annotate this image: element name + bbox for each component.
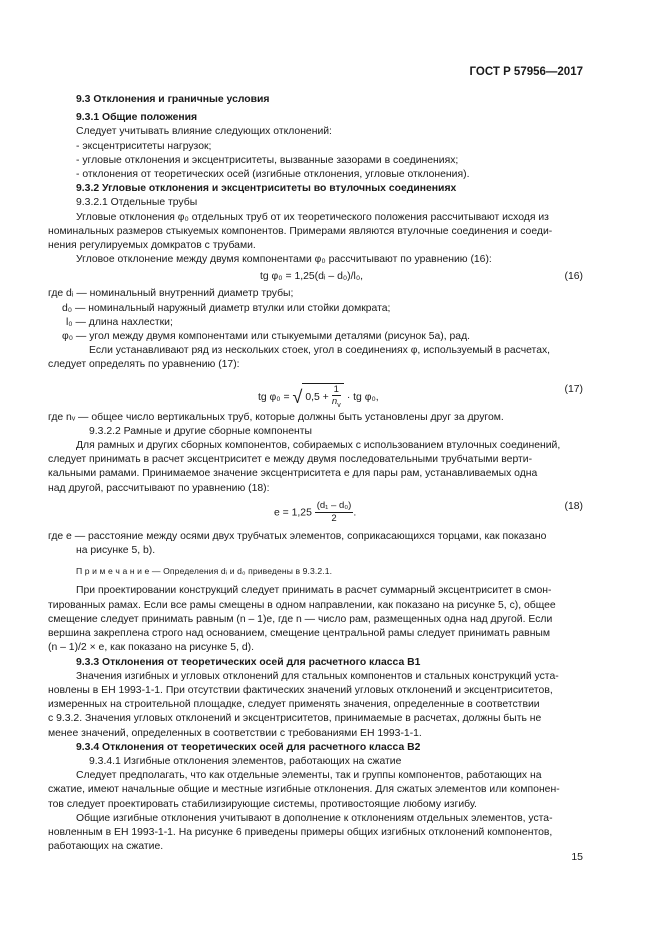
paragraph-line: Общие изгибные отклонения учитывают в дополнение к отклонениям отдельных элементов, уста- xyxy=(76,812,553,824)
heading-9-3-3: 9.3.3 Отклонения от теоретических осей для расчетного класса В1 xyxy=(76,656,421,668)
paragraph-line: Если устанавливают ряд из нескольких стоек, угол в соединениях φ, используемый в расчетах, xyxy=(89,345,551,357)
fraction-numerator: 1 xyxy=(333,383,339,395)
fraction-denominator-sub: v xyxy=(337,401,341,409)
radical-sign: √ xyxy=(292,386,303,407)
heading-9-3-2-2: 9.3.2.2 Рамные и другие сборные компоненты xyxy=(89,425,312,437)
equation-16 xyxy=(48,267,586,287)
where-line: l₀ — длина нахлестки; xyxy=(66,316,173,328)
paragraph-line: сжатие, имеют начальные общие и местные изгибные отклонения. Для сжатых элементов или компонен- xyxy=(48,784,560,796)
paragraph-line: измеренных на строительной площадке, следует применять значения, определенные в соответствии xyxy=(48,699,540,711)
paragraph-line: работающих на сжатие. xyxy=(48,841,164,853)
paragraph: Следует учитывать влияние следующих отклонений: xyxy=(76,126,332,138)
fraction-numerator: (d₁ – d₀) xyxy=(316,499,352,511)
paragraph-line: При проектировании конструкций следует принимать в расчет суммарный эксцентриситет в смон- xyxy=(76,585,552,597)
paragraph-line: следует определять по уравнению (17): xyxy=(48,359,240,371)
paragraph-line: менее значений, определенных в соответствии с требованиями ЕН 1993-1-1. xyxy=(48,727,422,739)
equation-tail: · tg φ₀, xyxy=(346,391,379,403)
equation-number: (18) xyxy=(564,500,583,512)
paragraph-line: тированных рамах. Если все рамы смещены в одном направлении, как показано на рисунке 5, c), общее xyxy=(48,599,556,611)
equation-lhs: e = 1,25 xyxy=(274,507,312,519)
list-item: - отклонения от теоретических осей (изгибные отклонения, угловые отклонения). xyxy=(76,169,470,181)
equation-18: e = 1,25 $\frac{\text{(d₁ – d₀)}}{2}$ . (18) xyxy=(274,499,583,524)
where-line: где nᵥ — общее число вертикальных труб, которые должны быть установлены друг за другом. xyxy=(48,411,504,423)
paragraph: Угловое отклонение между двумя компонентами φ₀ рассчитывают по уравнению (16): xyxy=(76,254,492,266)
heading-9-3-4: 9.3.4 Отклонения от теоретических осей для расчетного класса В2 xyxy=(76,741,421,753)
equation-number: (17) xyxy=(564,383,583,395)
paragraph-line: следует принимать в расчет эксцентриситет e между двумя последовательными трубчатыми верти- xyxy=(48,454,533,466)
equation-number: (16) xyxy=(564,271,583,283)
paragraph-line: Значения изгибных и угловых отклонений для стальных компонентов и стальных конструкций уста- xyxy=(76,670,559,682)
equation-body: tg φ₀ = 1,25(dᵢ – d₀)/l₀, xyxy=(260,271,364,283)
list-item: - угловые отклонения и эксцентриситеты, вызванные зазорами в соединениях; xyxy=(76,154,459,166)
paragraph-line: с 9.3.2. Значения угловых отклонений и эксцентриситетов, принимаемые в расчетах, должны быть не xyxy=(48,713,542,725)
where-line: где dᵢ — номинальный внутренний диаметр трубы; xyxy=(48,288,294,300)
heading-9-3-4-1: 9.3.4.1 Изгибные отклонения элементов, работающих на сжатие xyxy=(89,755,402,767)
paragraph-line: кальными рамами. Принимаемое значение эксцентриситета e для пары рам, устанавливаемых одна xyxy=(48,468,538,480)
page-number: 15 xyxy=(571,851,583,863)
fraction-denominator: n xyxy=(331,395,338,407)
paragraph-line: Следует предполагать, что как отдельные элементы, так и группы компонентов, работающих на xyxy=(76,770,542,782)
paragraph-line: вершина закреплена строго над основанием, смещение центральной рамы следует принимать равным xyxy=(48,628,551,640)
paragraph-line: тов следует проектировать стабилизирующие системы, противостоящие любому изгибу. xyxy=(48,798,477,810)
paragraph-line: новленным в ЕН 1993-1-1. На рисунке 6 приведены примеры общих изгибных отклонений компонентов, xyxy=(48,826,553,838)
where-line: на рисунке 5, b). xyxy=(76,545,156,557)
heading-9-3: 9.3 Отклонения и граничные условия xyxy=(76,94,270,105)
standard-number: ГОСТ Р 57956—2017 xyxy=(469,66,583,78)
heading-9-3-2-1: 9.3.2.1 Отдельные трубы xyxy=(76,197,198,209)
paragraph-line: Для рамных и других сборных компонентов, собираемых с использованием втулочных соединений, xyxy=(76,440,561,452)
heading-9-3-2: 9.3.2 Угловые отклонения и эксцентриситеты во втулочных соединениях xyxy=(76,183,457,195)
list-item: - эксцентриситеты нагрузок; xyxy=(76,140,212,152)
equation-lhs: tg φ₀ = xyxy=(258,391,290,403)
note: П р и м е ч а н и е — Определения dᵢ и d₀ приведены в 9.3.2.1. xyxy=(76,566,333,577)
paragraph-line: над другой, рассчитывают по уравнению (18): xyxy=(48,482,270,494)
fraction-denominator: 2 xyxy=(331,512,337,524)
paragraph-line: Угловые отклонения φ₀ отдельных труб от их теоретического положения рассчитывают исходя из xyxy=(76,211,549,223)
radical-content: 0,5 + xyxy=(305,391,329,403)
heading-9-3-1: 9.3.1 Общие положения xyxy=(76,112,198,124)
where-line: d₀ — номинальный наружный диаметр втулки или стойки домкрата; xyxy=(62,302,391,314)
where-line: где e — расстояние между осями двух трубчатых элементов, соприкасающихся торцами, как показано xyxy=(48,530,547,542)
paragraph-line: нения регулируемых домкратов с трубами. xyxy=(48,240,256,252)
where-line: φ₀ — угол между двумя компонентами или стыкуемыми деталями (рисунок 5а), рад. xyxy=(62,331,471,343)
equation-17 xyxy=(48,373,586,411)
paragraph-line: (n – 1)/2 × e, как показано на рисунке 5, d). xyxy=(48,642,254,654)
paragraph-line: смещение следует принимать равным (n – 1)e, где n — число рам, размещенных одна над другой. Если xyxy=(48,613,553,625)
paragraph-line: новлены в ЕН 1993-1-1. При отсутствии фактических значений угловых отклонений и эксцентриситетов, xyxy=(48,684,553,696)
paragraph-line: номинальных размеров стыкуемых компонентов. Примерами являются втулочные соединения и соеди- xyxy=(48,225,553,237)
page-content xyxy=(48,93,586,854)
